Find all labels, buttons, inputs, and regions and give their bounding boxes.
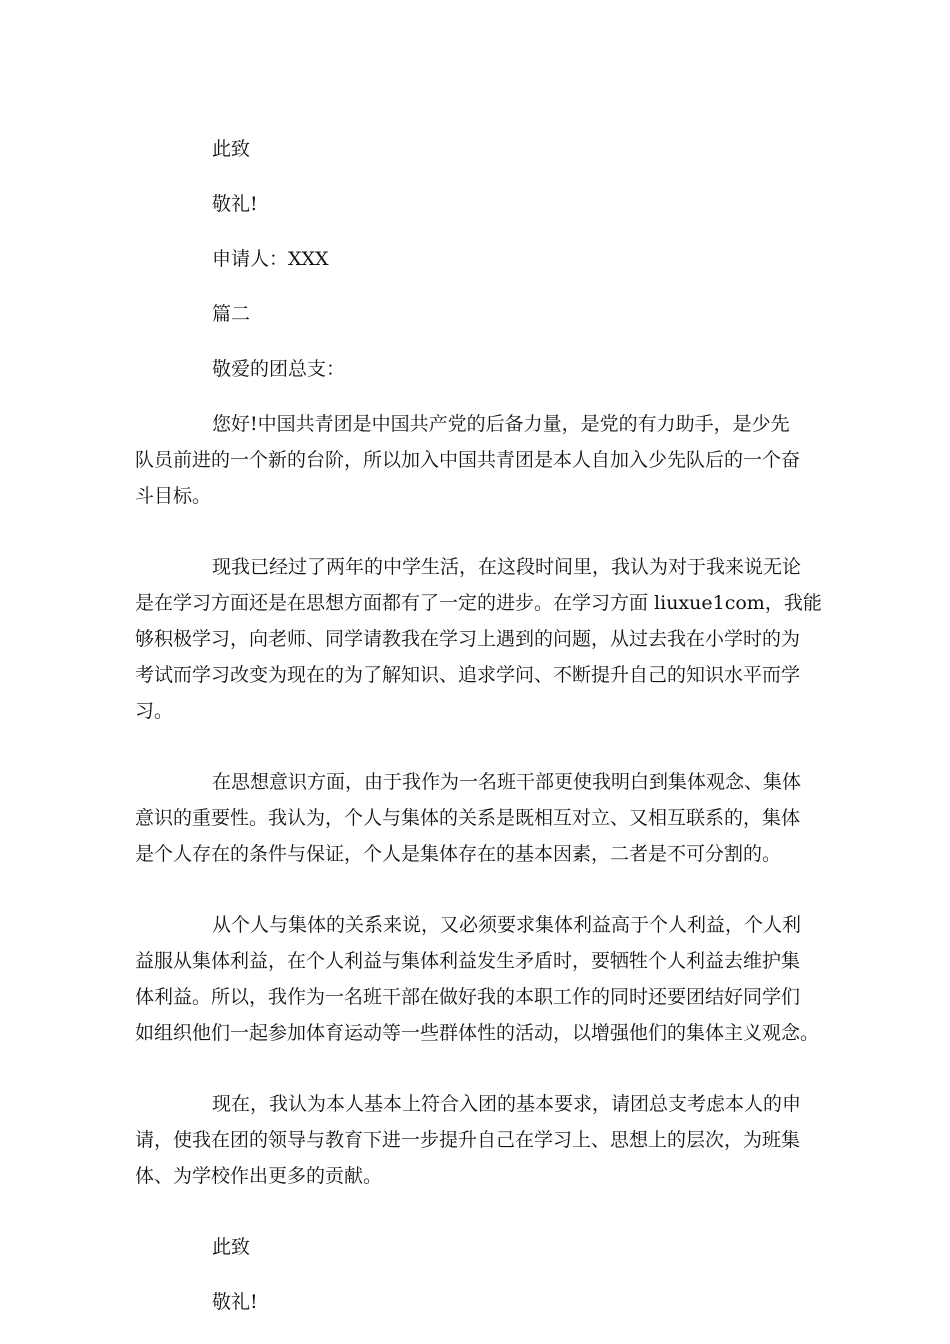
paragraph-line: 您好!中国共青团是中国共产党的后备力量，是党的有力助手，是少先 bbox=[212, 413, 790, 435]
closing-salutation: 此致 bbox=[212, 1236, 251, 1258]
applicant-signature: 申请人：XXX bbox=[212, 248, 329, 270]
closing-salutation: 此致 bbox=[212, 138, 251, 160]
paragraph-line: 在思想意识方面，由于我作为一名班干部更使我明白到集体观念、集体 bbox=[212, 771, 802, 793]
paragraph-line: 现我已经过了两年的中学生活，在这段时间里，我认为对于我来说无论 bbox=[212, 556, 802, 578]
paragraph-line: 习。 bbox=[135, 700, 174, 722]
paragraph-line: 益服从集体利益，在个人利益与集体利益发生矛盾时，要牺牲个人利益去维护集 bbox=[135, 950, 801, 972]
paragraph-line: 现在，我认为本人基本上符合入团的基本要求，请团总支考虑本人的申 bbox=[212, 1093, 802, 1115]
closing-regards: 敬礼! bbox=[212, 193, 258, 215]
paragraph-line: 够积极学习，向老师、同学请教我在学习上遇到的问题，从过去我在小学时的为 bbox=[135, 628, 801, 650]
paragraph-line: 是个人存在的条件与保证，个人是集体存在的基本因素，二者是不可分割的。 bbox=[135, 843, 782, 865]
paragraph-line: 体利益。所以，我作为一名班干部在做好我的本职工作的同时还要团结好同学们 bbox=[135, 986, 801, 1008]
paragraph-line: 如组织他们一起参加体育运动等一些群体性的活动，以增强他们的集体主义观念。 bbox=[135, 1022, 820, 1044]
paragraph-line: 体、为学校作出更多的贡献。 bbox=[135, 1165, 383, 1187]
paragraph-line: 从个人与集体的关系来说，又必须要求集体利益高于个人利益，个人利 bbox=[212, 914, 802, 936]
section-title: 篇二 bbox=[212, 303, 251, 325]
closing-regards: 敬礼! bbox=[212, 1291, 258, 1313]
paragraph-line: 斗目标。 bbox=[135, 485, 212, 507]
paragraph-line: 请，使我在团的领导与教育下进一步提升自己在学习上、思想上的层次，为班集 bbox=[135, 1129, 801, 1151]
paragraph-line: 队员前进的一个新的台阶，所以加入中国共青团是本人自加入少先队后的一个奋 bbox=[135, 449, 801, 471]
paragraph-line: 考试而学习改变为现在的为了解知识、追求学问、不断提升自己的知识水平而学 bbox=[135, 664, 801, 686]
paragraph-line: 是在学习方面还是在思想方面都有了一定的进步。在学习方面 liuxue1com，我能 bbox=[135, 592, 822, 614]
letter-greeting: 敬爱的团总支： bbox=[212, 358, 346, 380]
paragraph-line: 意识的重要性。我认为，个人与集体的关系是既相互对立、又相互联系的，集体 bbox=[135, 807, 801, 829]
